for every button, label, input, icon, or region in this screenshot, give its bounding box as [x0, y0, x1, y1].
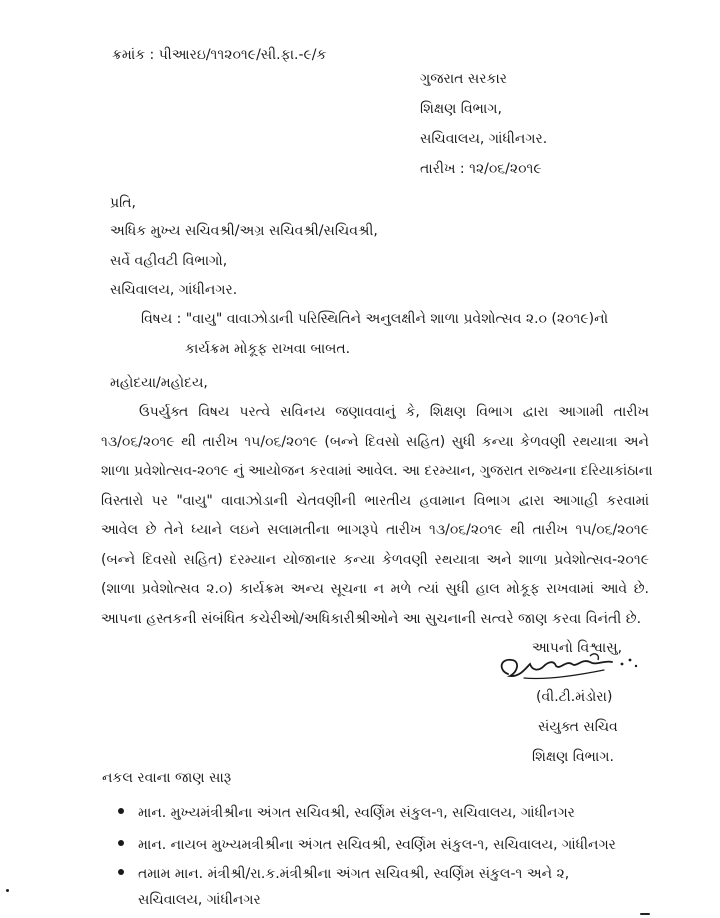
copy-to-heading: નકલ રવાના જાણ સારૂ: [102, 770, 232, 786]
list-item-text: માન. નાયબ મુખ્યમત્રીશ્રીના અંગત સચિવશ્રી, સ્વર્ણિમ સંકુલ-૧, સચિવાલય, ગાંધીનગર: [138, 837, 616, 853]
reference-number: ક્રમાંક : પીઆરઇ/૧૧૨૦૧૯/સી.ફા.-૯/ક: [112, 47, 327, 63]
signatory-name: (વી.ટી.મંડોરા): [536, 689, 613, 705]
subject-line-1: વિષય : "વાયુ" વાવાઝોડાની પરિસ્થિતિને અનુલક્ષીને શાળા પ્રવેશોત્સવ ૨.૦ (૨૦૧૯)નો: [141, 311, 609, 327]
body-line: આવેલ છે તેને ધ્યાને લઇને સલામતીના ભાગરૂપે તારીખ ૧૩/૦૬/૨૦૧૯ થી તારીખ ૧૫/૦૬/૨૦૧૯: [101, 522, 649, 538]
salutation: મહોદયા/મહોદય,: [110, 375, 208, 391]
addressee-prefix: પ્રતિ,: [110, 195, 136, 211]
handwritten-signature: [494, 650, 644, 686]
body-line: (શાળા પ્રવેશોત્સવ ૨.૦) કાર્યક્રમ અન્ય સૂચના ન મળે ત્યાં સુધી હાલ મોકૂફ રાખવામાં આવે છે.: [101, 581, 649, 597]
signatory-designation: સંયુક્ત સચિવ: [538, 719, 618, 735]
body-line: ૧૩/૦૬/૨૦૧૯ થી તારીખ ૧૫/૦૬/૨૦૧૯ (બન્ને દિવસો સહિત) સુધી કન્યા કેળવણી રથયાત્રા અને: [101, 433, 649, 450]
subject-line-2: કાર્યક્રમ મોકૂફ રાખવા બાબત.: [185, 341, 351, 357]
scan-speck: [6, 889, 9, 892]
body-line: (બન્ને દિવસો સહિત) દરમ્યાન યોજાનાર કન્યા કેળવણી રથયાત્રા અને શાળા પ્રવેશોત્સવ-૨૦૧૯: [101, 551, 649, 568]
addressee-line: સચિવાલય, ગાંધીનગર.: [110, 282, 238, 298]
letter-date: તારીખ : ૧૨/૦૬/૨૦૧૯: [420, 161, 542, 177]
list-item-text: માન. મુખ્યમંત્રીશ્રીના અંગત સચિવશ્રી, સ્વર્ણિમ સંકુલ-૧, સચિવાલય, ગાંધીનગર: [138, 805, 575, 821]
bullet-icon: [118, 808, 124, 814]
list-item-continuation: સચિવાલય, ગાંધીનગર: [138, 892, 261, 908]
office-name: ગુજરાત સરકાર: [420, 71, 507, 87]
office-location: સચિવાલય, ગાંધીનગર.: [420, 131, 548, 147]
list-item-text: તમામ માન. મંત્રીશ્રી/રા.ક.મંત્રીશ્રીના અંગત સચિવશ્રી, સ્વર્ણિમ સંકુલ-૧ અને ૨,: [138, 866, 570, 882]
body-line: શાળા પ્રવેશોત્સવ-૨૦૧૯ નું આયોજન કરવામાં આવેલ. આ દરમ્યાન, ગુજરાત રાજ્યના દરિયાકાંઠાના: [101, 463, 653, 479]
office-department: શિક્ષણ વિભાગ,: [420, 101, 502, 117]
body-paragraph: [101, 398, 653, 634]
bullet-icon: [118, 840, 124, 846]
body-line: વિસ્તારો પર "વાયુ" વાવાઝોડાની ચેતવણીની ભારતીય હવામાન વિભાગ દ્વારા આગાહી કરવામાં: [101, 492, 649, 509]
list-item: [118, 805, 575, 821]
bullet-icon: [118, 869, 124, 875]
body-line: ઉપર્યુક્ત વિષય પરત્વે સવિનય જણાવવાનું કે, શિક્ષણ વિભાગ દ્વારા આગામી તારીખ: [139, 404, 649, 420]
closing-yours: આપનો વિશ્વાસુ,: [532, 640, 623, 656]
body-line: આપના હસ્તકની સંબંધિત કચેરીઓ/અધિકારીશ્રીઓને આ સુચનાની સત્વરે જાણ કરવા વિનંતી છે.: [101, 610, 642, 627]
list-item: [118, 866, 569, 882]
list-item: [118, 837, 616, 853]
addressee-line: સર્વે વહીવટી વિભાગો,: [110, 253, 228, 269]
signatory-department: શિક્ષણ વિભાગ.: [532, 749, 614, 765]
scan-speck: [640, 913, 650, 915]
addressee-line: અધિક મુખ્ય સચિવશ્રી/અગ્ર સચિવશ્રી/સચિવશ્રી,: [110, 223, 378, 239]
